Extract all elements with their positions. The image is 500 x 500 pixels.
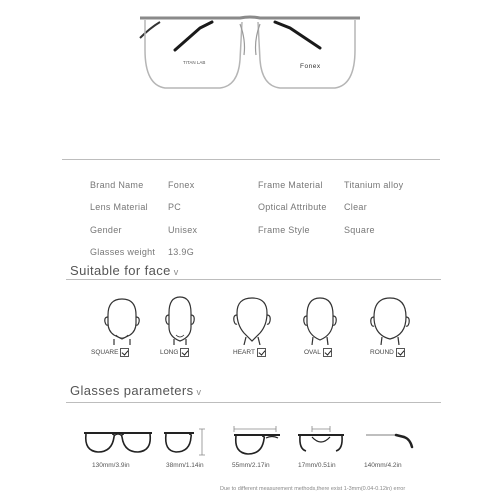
param-temple-length-label: 140mm/4.2in: [364, 462, 402, 469]
param-lens-width-label: 55mm/2.17in: [232, 462, 270, 469]
checkbox-icon: [396, 348, 405, 357]
face-option-square: SQUARE: [91, 348, 129, 357]
spec-label-brand: Brand Name: [90, 180, 144, 190]
spec-value-weight: 13.9G: [168, 247, 195, 257]
param-bridge-width-label: 17mm/0.51in: [298, 462, 336, 469]
params-section-title: Glasses parameters v: [70, 383, 202, 398]
face-option-heart: HEART: [233, 348, 266, 357]
spec-value-lens-material: PC: [168, 202, 182, 212]
checkbox-icon: [180, 348, 189, 357]
spec-value-frame-style: Square: [344, 225, 375, 235]
product-hero: [0, 0, 500, 150]
chevron-down-icon: v: [196, 387, 202, 397]
heart-face-icon: [222, 295, 282, 345]
square-face-icon: [92, 295, 152, 345]
spec-value-frame-material: Titanium alloy: [344, 180, 404, 190]
long-face-icon: [150, 295, 210, 345]
oval-face-icon: [290, 295, 350, 345]
spec-value-brand: Fonex: [168, 180, 195, 190]
top-divider: [62, 159, 440, 160]
checkbox-icon: [120, 348, 129, 357]
lens-width-icon: [228, 425, 288, 460]
face-option-round: ROUND: [370, 348, 405, 357]
spec-label-weight: Glasses weight: [90, 247, 156, 257]
checkbox-icon: [323, 348, 332, 357]
lens-height-icon: [160, 425, 210, 460]
param-lens-height-label: 38mm/1.14in: [166, 462, 204, 469]
frame-width-icon: [78, 425, 158, 460]
lens-brand-text: Fonex: [300, 63, 321, 70]
spec-label-gender: Gender: [90, 225, 122, 235]
glasses-front-icon: [0, 0, 500, 150]
temple-text: TITAN LAB: [183, 60, 206, 65]
face-option-oval: OVAL: [304, 348, 332, 357]
spec-value-gender: Unisex: [168, 225, 198, 235]
spec-value-optical: Clear: [344, 202, 368, 212]
spec-label-frame-style: Frame Style: [258, 225, 310, 235]
spec-label-frame-material: Frame Material: [258, 180, 323, 190]
measurement-footnote: Due to different measurement methods,there exist 1-3mm(0.04-0.12in) error: [220, 486, 406, 492]
params-divider: [66, 402, 441, 403]
spec-label-lens-material: Lens Material: [90, 202, 148, 212]
round-face-icon: [360, 295, 420, 345]
face-section-title: Suitable for face v: [70, 263, 179, 278]
chevron-down-icon: v: [173, 267, 179, 277]
face-divider: [66, 279, 441, 280]
checkbox-icon: [257, 348, 266, 357]
temple-length-icon: [358, 425, 418, 460]
bridge-width-icon: [296, 425, 346, 460]
spec-label-optical: Optical Attribute: [258, 202, 327, 212]
param-frame-width-label: 130mm/3.9in: [92, 462, 130, 469]
face-option-long: LONG: [160, 348, 189, 357]
